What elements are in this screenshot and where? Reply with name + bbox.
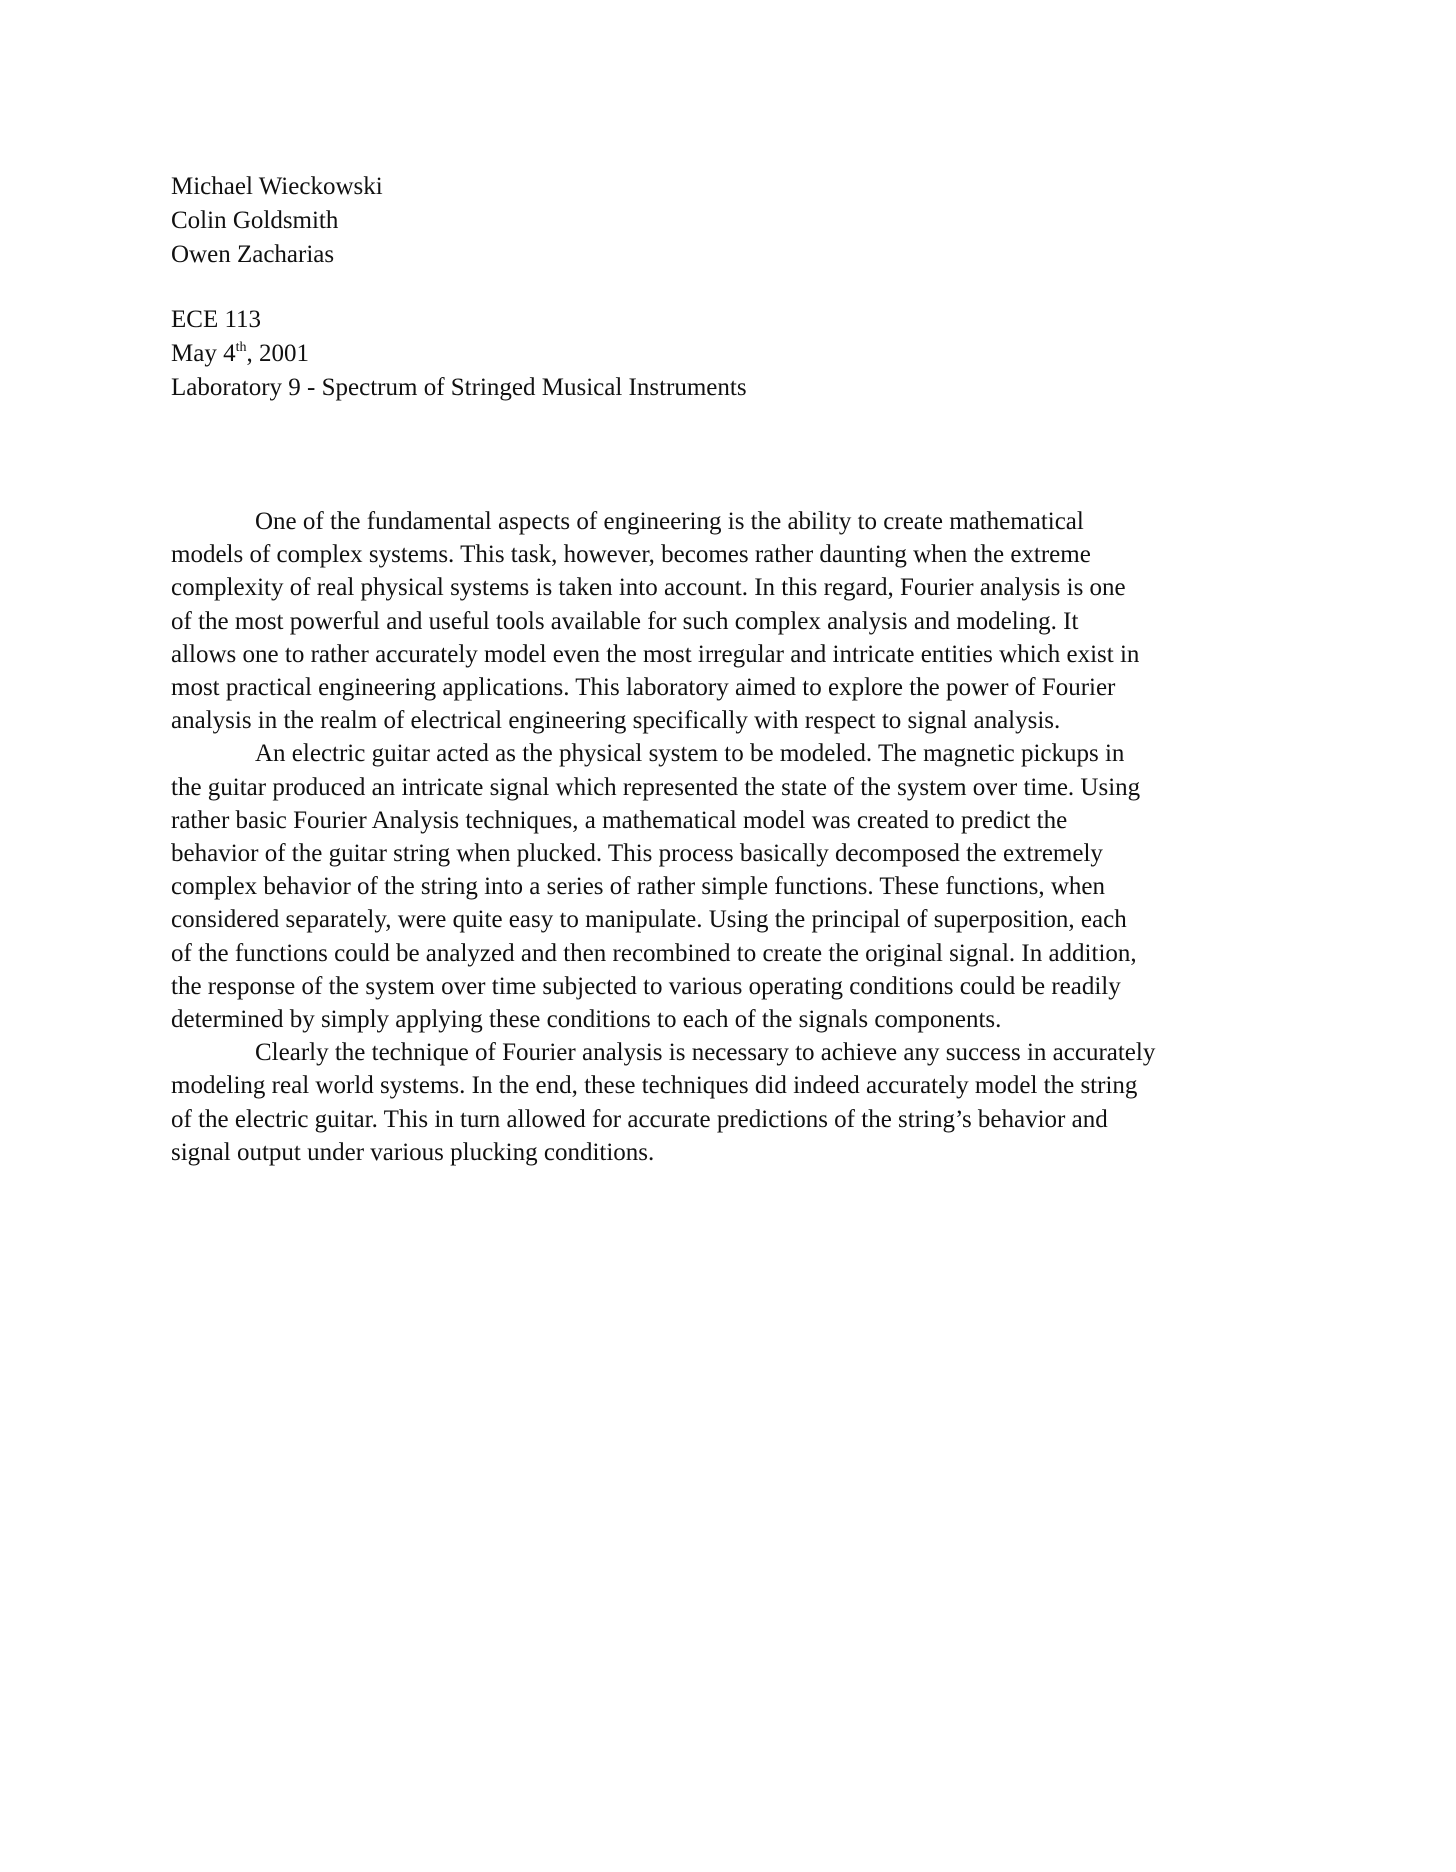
date-year: , 2001 xyxy=(246,340,309,367)
abstract-body xyxy=(171,505,1291,1169)
body-line: models of complex systems. This task, however, becomes rather daunting when the extreme xyxy=(171,541,1091,569)
author-name: Colin Goldsmith xyxy=(171,207,339,234)
course-info xyxy=(171,303,747,405)
body-line: the guitar produced an intricate signal which represented the state of the system over time. Using xyxy=(171,773,1141,801)
author-list xyxy=(171,170,383,272)
body-line: analysis in the realm of electrical engineering specifically with respect to signal analysis. xyxy=(171,707,1061,735)
body-line: One of the fundamental aspects of engineering is the ability to create mathematical xyxy=(255,508,1084,535)
body-line: of the functions could be analyzed and then recombined to create the original signal. In addition, xyxy=(171,939,1137,967)
body-line: rather basic Fourier Analysis techniques, a mathematical model was created to predict the xyxy=(171,806,1068,834)
author-name: Owen Zacharias xyxy=(171,241,335,268)
body-line: complexity of real physical systems is taken into account. In this regard, Fourier analysis is one xyxy=(171,574,1126,602)
body-line: the response of the system over time subjected to various operating conditions could be readily xyxy=(171,972,1121,1000)
date-ordinal: th xyxy=(235,340,247,355)
body-line: An electric guitar acted as the physical system to be modeled. The magnetic pickups in xyxy=(255,740,1125,768)
body-line: behavior of the guitar string when plucked. This process basically decomposed the extremely xyxy=(171,840,1103,868)
lab-title: Laboratory 9 - Spectrum of Stringed Musical Instruments xyxy=(171,374,747,401)
body-line: complex behavior of the string into a series of rather simple functions. These functions, when xyxy=(171,873,1106,901)
body-line: signal output under various plucking conditions. xyxy=(171,1138,655,1166)
body-line: determined by simply applying these conditions to each of the signals components. xyxy=(171,1006,1002,1034)
body-line: of the most powerful and useful tools available for such complex analysis and modeling. It xyxy=(171,607,1079,635)
body-line: considered separately, were quite easy to manipulate. Using the principal of superposition, each xyxy=(171,906,1127,934)
body-line: most practical engineering applications. This laboratory aimed to explore the power of Fourier xyxy=(171,674,1116,702)
body-line: of the electric guitar. This in turn allowed for accurate predictions of the string’s behavior and xyxy=(171,1105,1108,1133)
body-line: allows one to rather accurately model even the most irregular and intricate entities which exist in xyxy=(171,640,1140,668)
date-month-day: May 4 xyxy=(171,340,236,367)
report-date xyxy=(171,337,747,371)
author-name: Michael Wieckowski xyxy=(171,173,383,200)
body-line: modeling real world systems. In the end, these techniques did indeed accurately model the string xyxy=(171,1072,1138,1100)
course-code: ECE 113 xyxy=(171,306,262,333)
body-line: Clearly the technique of Fourier analysis is necessary to achieve any success in accurately xyxy=(255,1039,1156,1067)
